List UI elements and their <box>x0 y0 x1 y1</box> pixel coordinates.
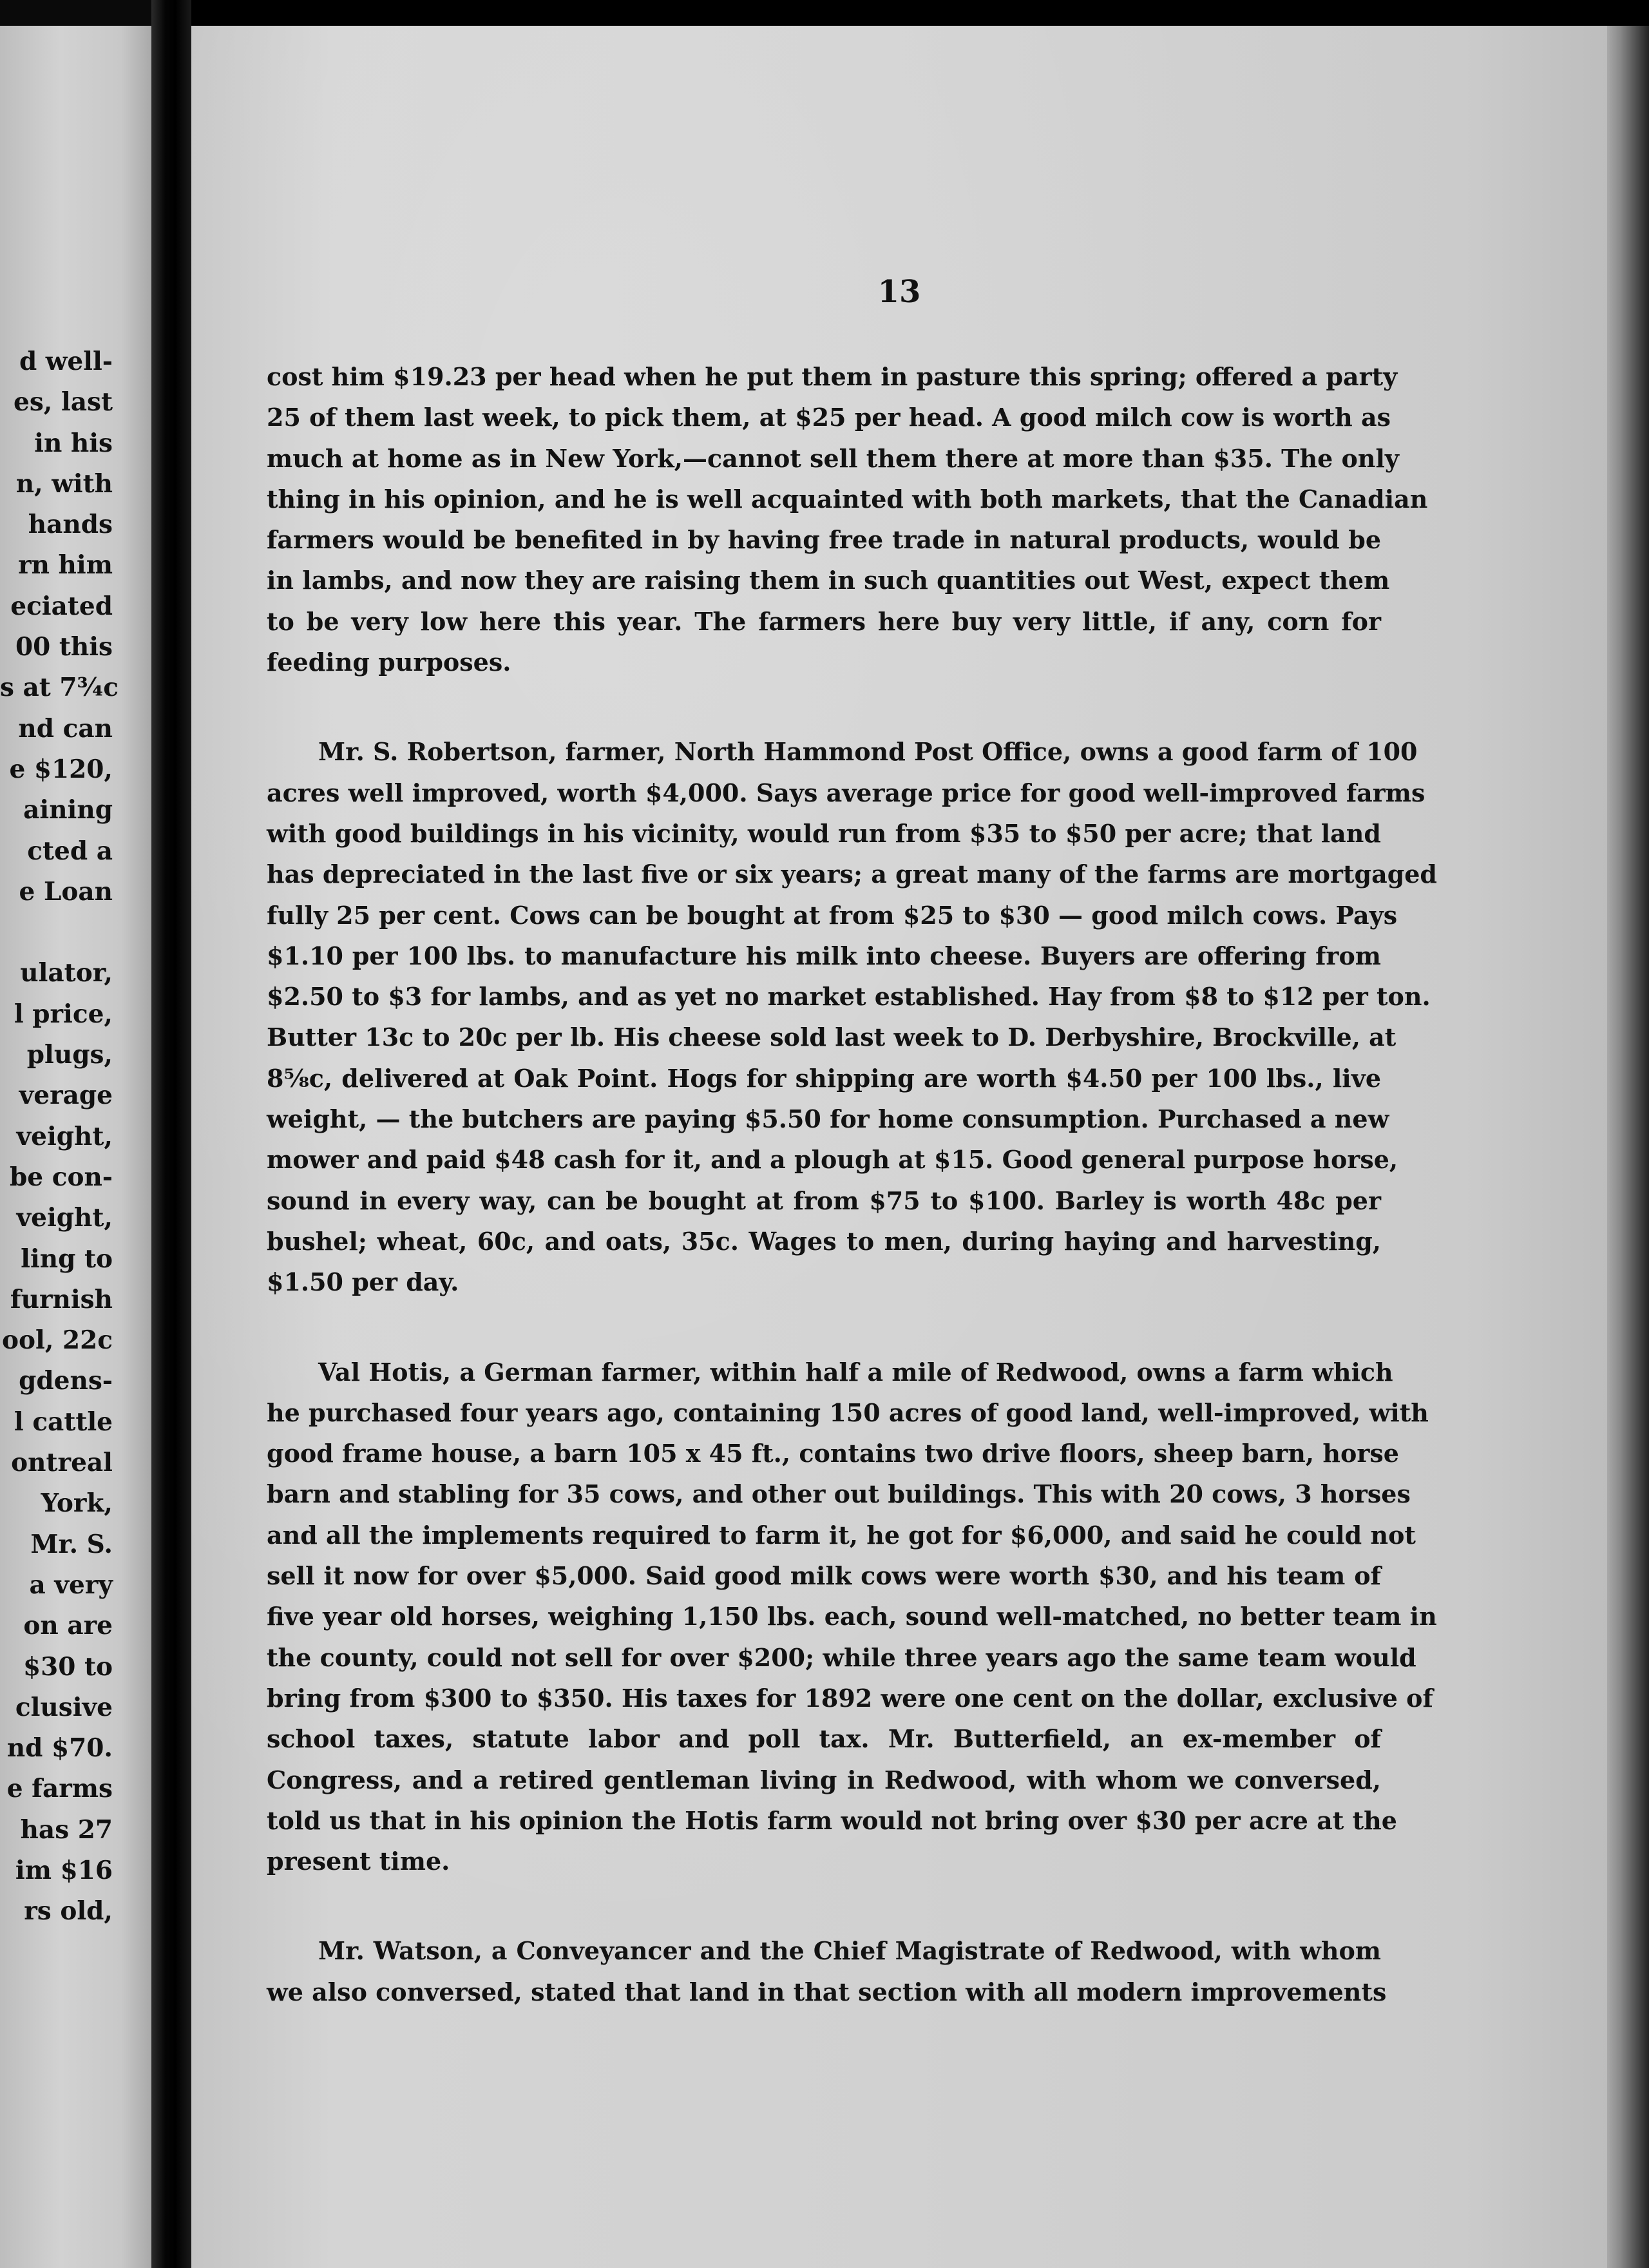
left-page-line: veight, <box>16 1121 113 1151</box>
left-page-line: d well- <box>19 347 113 376</box>
paragraph-gap <box>267 1303 1381 1352</box>
left-page-line: $30 to <box>23 1651 113 1682</box>
text-line: fully 25 per cent. Cows can be bought at from $25 to $30 — good milch cows. Pays <box>267 900 1398 930</box>
left-page-line: clusive <box>15 1692 113 1722</box>
left-page-line: n, with <box>15 468 113 499</box>
left-page-line: verage <box>19 1081 113 1111</box>
text-line: bring from $300 to $350. His taxes for 1892 were one cent on the dollar, exclusive of <box>267 1683 1433 1713</box>
text-line: Val Hotis, a German farmer, within half a mile of Redwood, owns a farm which <box>318 1357 1393 1387</box>
text-line: in lambs, and now they are raising them in such quantities out West, expect them <box>267 566 1390 595</box>
text-line: 25 of them last week, to pick them, at $25 per head. A good milch cow is worth as <box>267 403 1391 432</box>
left-page-line: e farms <box>6 1774 113 1804</box>
left-page-line: 00 this <box>15 632 113 662</box>
book-gutter <box>151 0 191 2268</box>
left-page-line: nd can <box>18 713 113 744</box>
text-line: acres well improved, worth $4,000. Says average price for good well-improved farms <box>267 778 1425 807</box>
text-line: and all the implements required to farm it, he got for $6,000, and said he could not <box>267 1520 1416 1550</box>
left-page-line: l price, <box>14 999 113 1029</box>
left-page-line: York, <box>41 1488 113 1519</box>
left-page-line: plugs, <box>26 1040 113 1070</box>
left-page-line: ontreal <box>11 1448 113 1478</box>
left-page-line: aining <box>23 795 113 825</box>
left-page-line: e $120, <box>9 754 113 784</box>
left-page-line: gdens- <box>19 1366 113 1396</box>
text-line: Mr. Watson, a Conveyancer and the Chief Magistrate of Redwood, with whom <box>318 1936 1381 1966</box>
left-page-line: be con- <box>10 1162 113 1192</box>
text-line: much at home as in New York,—cannot sell them there at more than $35. The only <box>267 443 1399 473</box>
left-page-line: eciated <box>10 591 113 621</box>
left-page-line: hands <box>28 510 113 540</box>
text-line: to be very low here this year. The farmers here buy very little, if any, corn for <box>267 606 1381 636</box>
text-line: barn and stabling for 35 cows, and other out buildings. This with 20 cows, 3 horses <box>267 1479 1411 1509</box>
text-line: he purchased four years ago, containing 150 acres of good land, well-improved, with <box>267 1398 1429 1427</box>
text-line: we also conversed, stated that land in that section with all modern improvements <box>267 1977 1387 2006</box>
left-page-line: cted a <box>27 836 113 866</box>
adjacent-left-page <box>0 26 151 2268</box>
left-page-text-fragments <box>0 341 119 1932</box>
text-line: school taxes, statute labor and poll tax. Mr. Butterfield, an ex-member of <box>267 1724 1381 1754</box>
left-page-line: rs old, <box>24 1896 113 1927</box>
text-line: $2.50 to $3 for lambs, and as yet no market established. Hay from $8 to $12 per ton. <box>267 982 1431 1012</box>
text-line: farmers would be benefited in by having free trade in natural products, would be <box>267 525 1381 555</box>
left-page-line: furnish <box>10 1284 113 1314</box>
page-number: 13 <box>877 274 921 310</box>
paragraph-gap <box>267 682 1381 731</box>
left-page-line: nd $70. <box>6 1733 113 1763</box>
paragraph-gap <box>267 1881 1381 1930</box>
text-line: present time. <box>267 1847 450 1876</box>
text-line: $1.10 per 100 lbs. to manufacture his milk into cheese. Buyers are offering from <box>267 941 1381 970</box>
text-line: Butter 13c to 20c per lb. His cheese sold last week to D. Derbyshire, Brockville, at <box>267 1023 1396 1052</box>
paragraph <box>267 1930 1387 2012</box>
text-line: cost him $19.23 per head when he put them in pasture this spring; offered a party <box>267 362 1398 391</box>
body-text <box>267 356 1438 2012</box>
left-page-line: s at 7¾c <box>0 673 119 703</box>
paragraph <box>267 731 1438 1302</box>
left-page-line: rn him <box>18 550 113 581</box>
left-page-line: e Loan <box>19 876 113 907</box>
left-page-line: on are <box>23 1611 113 1641</box>
text-line: with good buildings in his vicinity, would run from $35 to $50 per acre; that land <box>267 818 1381 848</box>
left-page-line: ulator, <box>20 958 113 988</box>
text-line: $1.50 per day. <box>267 1267 459 1297</box>
paragraph <box>267 1352 1437 1882</box>
left-page-line <box>0 912 113 953</box>
text-line: weight, — the butchers are paying $5.50 for home consumption. Purchased a new <box>267 1104 1389 1134</box>
text-line: told us that in his opinion the Hotis farm would not bring over $30 per acre at the <box>267 1805 1397 1835</box>
text-line: 8⅝c, delivered at Oak Point. Hogs for shipping are worth $4.50 per 100 lbs., live <box>267 1063 1381 1093</box>
left-page-line: ling to <box>21 1244 113 1274</box>
text-line: bushel; wheat, 60c, and oats, 35c. Wages to men, during haying and harvesting, <box>267 1226 1381 1256</box>
left-page-line: ool, 22c <box>1 1325 113 1356</box>
text-line: Mr. S. Robertson, farmer, North Hammond Post Office, owns a good farm of 100 <box>318 737 1418 767</box>
text-line: mower and paid $48 cash for it, and a plough at $15. Good general purpose horse, <box>267 1145 1398 1175</box>
text-line: five year old horses, weighing 1,150 lbs. each, sound well-matched, no better team in <box>267 1602 1437 1631</box>
text-line: feeding purposes. <box>267 648 511 677</box>
left-page-line: veight, <box>16 1203 113 1233</box>
left-page-line: im $16 <box>15 1855 113 1885</box>
left-page-line: l cattle <box>14 1407 113 1437</box>
left-page-line: Mr. S. <box>30 1529 113 1559</box>
text-line: Congress, and a retired gentleman living in Redwood, with whom we conversed, <box>267 1765 1381 1794</box>
left-page-line: in his <box>34 428 113 458</box>
main-page <box>191 26 1607 2268</box>
text-line: has depreciated in the last five or six years; a great many of the farms are mortgaged <box>267 860 1438 889</box>
right-page-edge <box>1607 26 1649 2268</box>
text-line: good frame house, a barn 105 x 45 ft., contains two drive floors, sheep barn, horse <box>267 1439 1399 1468</box>
left-page-line: es, last <box>14 387 113 418</box>
left-page-line: has 27 <box>20 1814 113 1845</box>
text-line: thing in his opinion, and he is well acquainted with both markets, that the Canadian <box>267 484 1428 514</box>
paragraph <box>267 356 1428 682</box>
left-page-line: a very <box>29 1570 113 1600</box>
text-line: sell it now for over $5,000. Said good milk cows were worth $30, and his team of <box>267 1561 1381 1591</box>
text-line: sound in every way, can be bought at from $75 to $100. Barley is worth 48c per <box>267 1186 1381 1215</box>
text-line: the county, could not sell for over $200; while three years ago the same team would <box>267 1642 1416 1672</box>
